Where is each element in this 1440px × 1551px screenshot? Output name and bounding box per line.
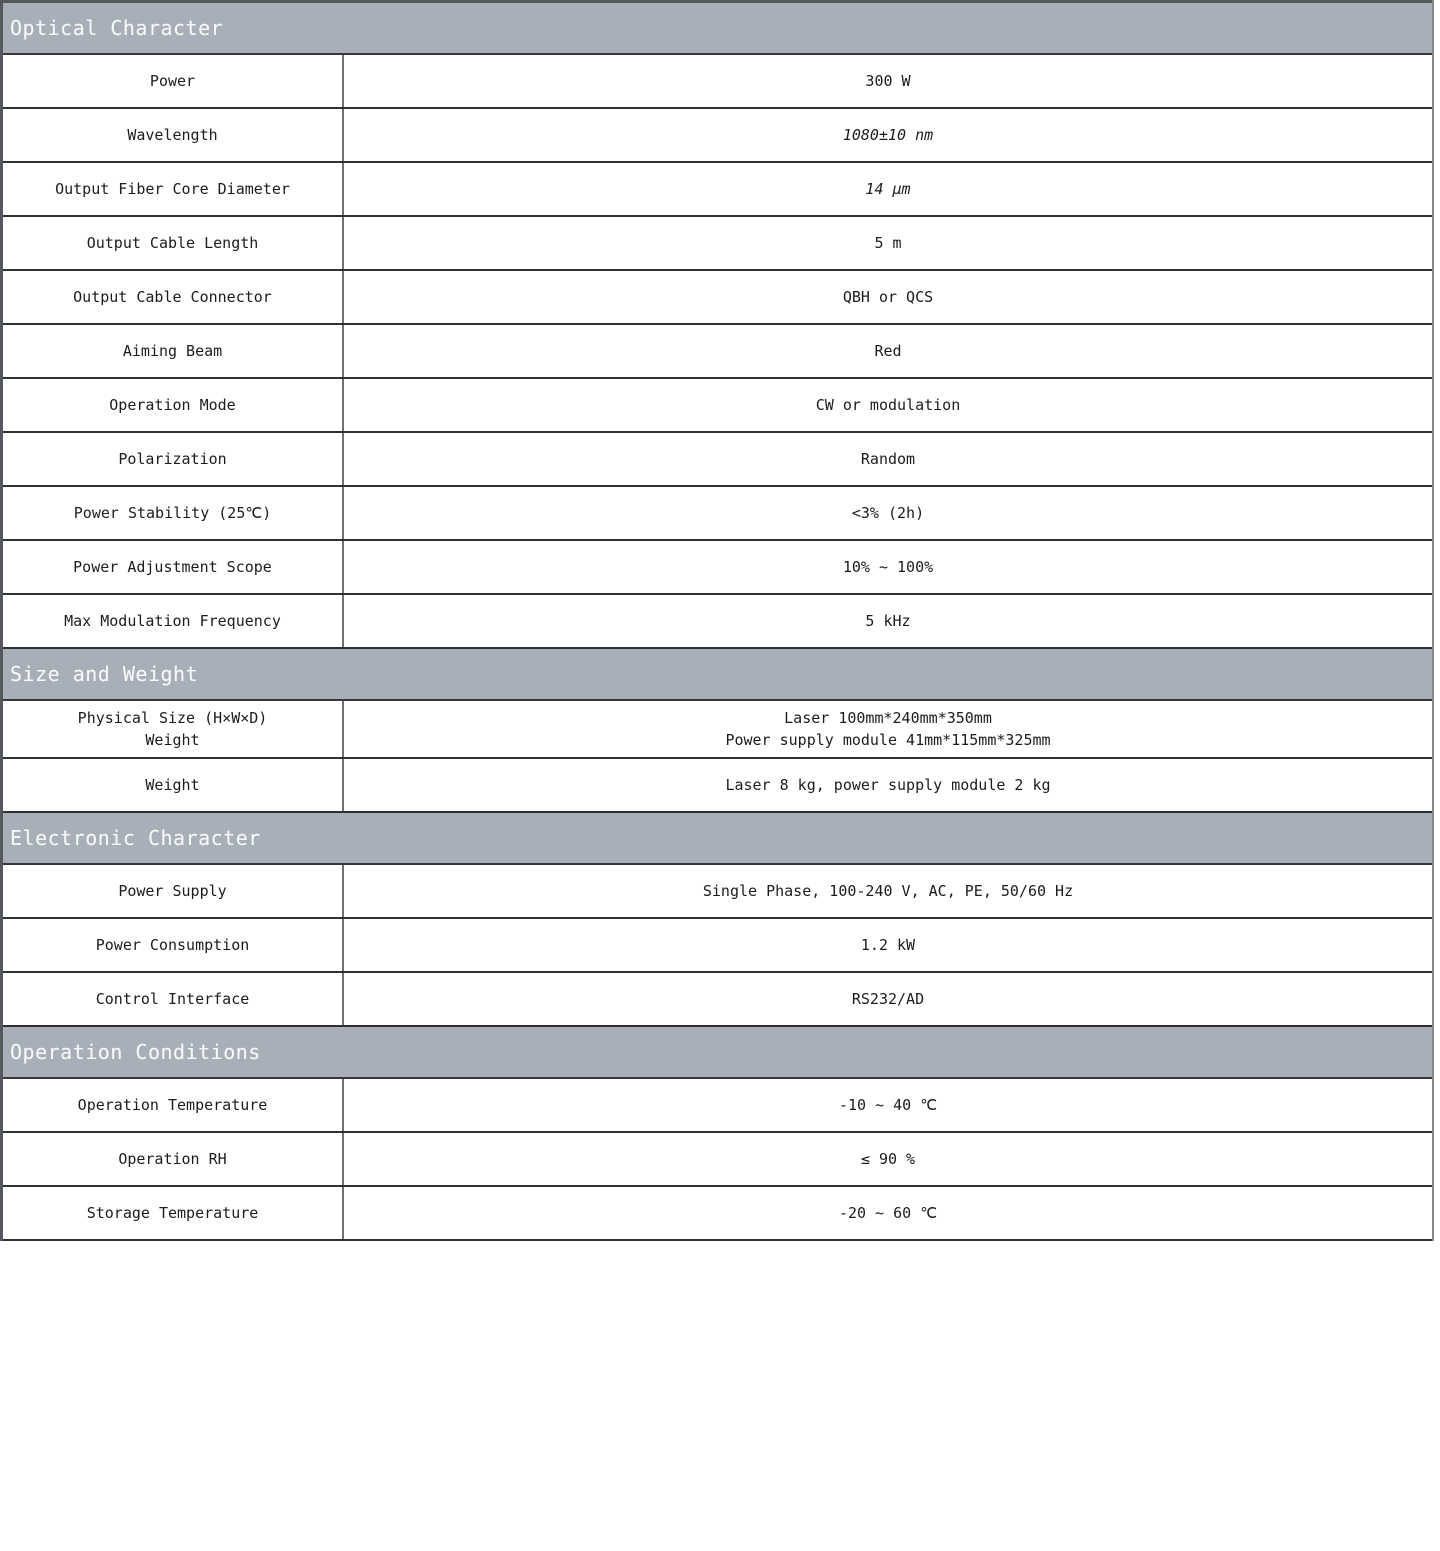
spec-label-line: Operation Temperature (77, 1095, 268, 1114)
spec-label-line: Output Fiber Core Diameter (55, 179, 290, 198)
spec-label-cell (3, 595, 344, 647)
spec-label-cell (3, 163, 344, 215)
spec-label-line: Physical Size (H×W×D) (77, 708, 268, 727)
section-header: Optical Character (3, 0, 1432, 55)
spec-label-line: Power Stability (25℃) (73, 503, 272, 522)
spec-value-cell (344, 595, 1432, 647)
spec-value-cell (344, 55, 1432, 107)
spec-label-cell (3, 973, 344, 1025)
spec-label-cell (3, 1187, 344, 1239)
spec-label-cell (3, 109, 344, 161)
spec-value-cell (344, 759, 1432, 811)
spec-label-cell (3, 759, 344, 811)
spec-value-cell (344, 701, 1432, 757)
spec-value-cell (344, 163, 1432, 215)
spec-value-cell (344, 379, 1432, 431)
spec-value-line: Laser 8 kg, power supply module 2 kg (725, 775, 1051, 794)
spec-label-cell (3, 325, 344, 377)
spec-row (3, 271, 1432, 325)
spec-label-line: Max Modulation Frequency (64, 611, 281, 630)
spec-value-cell (344, 973, 1432, 1025)
spec-label-line: Polarization (118, 449, 227, 468)
spec-value-line: 10% ~ 100% (842, 557, 934, 576)
spec-value-cell (344, 865, 1432, 917)
spec-label-cell (3, 433, 344, 485)
spec-row (3, 973, 1432, 1027)
spec-row (3, 55, 1432, 109)
spec-value-line: Single Phase, 100-240 V, AC, PE, 50/60 Hz (702, 881, 1074, 900)
spec-value-line: CW or modulation (815, 395, 961, 414)
section-header: Size and Weight (3, 649, 1432, 701)
section-header: Electronic Character (3, 813, 1432, 865)
spec-value-line: Random (860, 449, 916, 468)
spec-label-cell (3, 55, 344, 107)
spec-label-cell (3, 541, 344, 593)
spec-value-cell (344, 1187, 1432, 1239)
spec-label-line: Storage Temperature (86, 1203, 259, 1222)
spec-value-line: 5 kHz (865, 611, 911, 630)
spec-value-cell (344, 271, 1432, 323)
spec-value-cell (344, 433, 1432, 485)
spec-label-line: Wavelength (127, 125, 218, 144)
spec-value-line: -10 ~ 40 ℃ (838, 1095, 938, 1114)
spec-label-cell (3, 487, 344, 539)
spec-value-line: -20 ~ 60 ℃ (838, 1203, 938, 1222)
spec-label-line: Output Cable Connector (73, 287, 272, 306)
spec-row (3, 541, 1432, 595)
spec-label-line: Control Interface (95, 989, 250, 1008)
spec-value-cell (344, 487, 1432, 539)
spec-row (3, 217, 1432, 271)
spec-value-line: Laser 100mm*240mm*350mm (784, 708, 992, 727)
spec-value-cell (344, 217, 1432, 269)
spec-row (3, 701, 1432, 759)
spec-value-line: RS232/AD (851, 989, 925, 1008)
spec-value-cell (344, 325, 1432, 377)
spec-label-cell (3, 1079, 344, 1131)
spec-row (3, 433, 1432, 487)
spec-label-line: Power Adjustment Scope (73, 557, 272, 576)
spec-value-line: Red (874, 341, 902, 360)
spec-row (3, 109, 1432, 163)
spec-label-line: Operation RH (118, 1149, 227, 1168)
spec-value-line: 1080±10 nm (842, 125, 934, 144)
spec-value-line: ≤ 90 % (860, 1149, 916, 1168)
spec-label-line: Power (149, 71, 196, 90)
spec-row (3, 919, 1432, 973)
spec-row (3, 1187, 1432, 1241)
spec-value-line: 5 m (874, 233, 902, 252)
spec-value-line: 1.2 kW (860, 935, 916, 954)
spec-label-cell (3, 865, 344, 917)
spec-label-cell (3, 271, 344, 323)
spec-row (3, 379, 1432, 433)
spec-row (3, 595, 1432, 649)
spec-label-line: Power Consumption (95, 935, 250, 954)
spec-label-cell (3, 379, 344, 431)
spec-row (3, 1079, 1432, 1133)
spec-value-line: Power supply module 41mm*115mm*325mm (725, 731, 1051, 749)
section-header: Operation Conditions (3, 1027, 1432, 1079)
spec-value-line: <3% (2h) (851, 503, 925, 522)
spec-row (3, 325, 1432, 379)
spec-row (3, 759, 1432, 813)
spec-label-line: Weight (145, 775, 200, 794)
spec-label-line: Power Supply (118, 881, 227, 900)
spec-label-cell (3, 919, 344, 971)
spec-label-line: Weight (145, 731, 200, 749)
spec-row (3, 865, 1432, 919)
spec-row (3, 163, 1432, 217)
spec-label-line: Operation Mode (109, 395, 236, 414)
spec-label-line: Aiming Beam (122, 341, 223, 360)
spec-label-cell (3, 217, 344, 269)
spec-value-cell (344, 1133, 1432, 1185)
spec-row (3, 487, 1432, 541)
spec-value-line: QBH or QCS (842, 287, 934, 306)
spec-label-cell (3, 1133, 344, 1185)
spec-value-cell (344, 541, 1432, 593)
spec-label-line: Output Cable Length (86, 233, 259, 252)
spec-value-cell (344, 919, 1432, 971)
spec-value-line: 300 W (865, 71, 911, 90)
spec-value-cell (344, 109, 1432, 161)
spec-label-cell (3, 701, 344, 757)
spec-row (3, 1133, 1432, 1187)
spec-value-cell (344, 1079, 1432, 1131)
spec-value-line: 14 μm (865, 179, 911, 198)
